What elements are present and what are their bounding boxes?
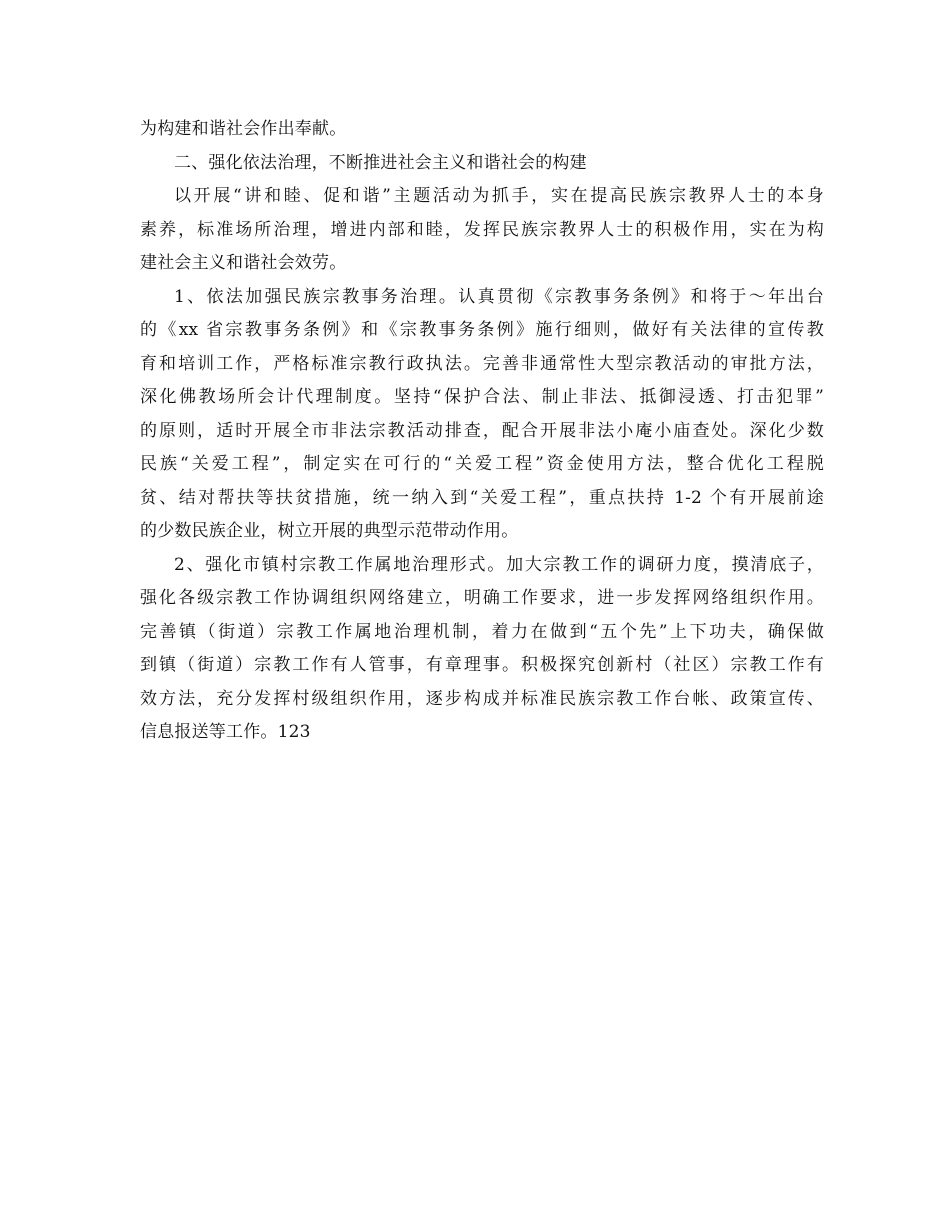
text-line: 信息报送等工作。123 xyxy=(140,722,311,742)
text-line: 贫、结对帮扶等扶贫措施，统一纳入到“关爱工程”，重点扶持 1-2 个有开展前途 xyxy=(140,487,824,508)
text-line: 的《xx 省宗教事务条例》和《宗教事务条例》施行细则，做好有关法律的宣传教 xyxy=(140,320,824,340)
text-line: 强化各级宗教工作协调组织网络建立，明确工作要求，进一步发挥网络组织作用。 xyxy=(140,588,824,608)
text-line: 为构建和谐社会作出奉献。 xyxy=(140,119,347,139)
text-line: 完善镇（街道）宗教工作属地治理机制，着力在做到“五个先”上下功夫，确保做 xyxy=(140,621,824,642)
text-line: 建社会主义和谐社会效劳。 xyxy=(140,253,347,273)
text-line: 深化佛教场所会计代理制度。坚持“保护合法、制止非法、抵御浸透、打击犯罪” xyxy=(140,387,824,407)
text-line: 育和培训工作，严格标准宗教行政执法。完善非通常性大型宗教活动的审批方法， xyxy=(140,353,824,374)
text-line: 的少数民族企业，树立开展的典型示范带动作用。 xyxy=(140,521,519,541)
document-body xyxy=(140,113,824,750)
text-line: 民族“关爱工程”，制定实在可行的“关爱工程”资金使用方法，整合优化工程脱 xyxy=(140,454,824,474)
text-line: 1、依法加强民族宗教事务治理。认真贯彻《宗教事务条例》和将于～年出台 xyxy=(174,286,824,307)
text-line: 到镇（街道）宗教工作有人管事，有章理事。积极探究创新村（社区）宗教工作有 xyxy=(140,655,824,675)
text-line: 的原则，适时开展全市非法宗教活动排查，配合开展非法小庵小庙查处。深化少数 xyxy=(140,420,824,441)
text-line: 2、强化市镇村宗教工作属地治理形式。加大宗教工作的调研力度，摸清底子， xyxy=(174,554,824,575)
text-line: 素养，标准场所治理，增进内部和睦，发挥民族宗教界人士的积极作用，实在为构 xyxy=(140,219,824,240)
text-line: 以开展“讲和睦、促和谐”主题活动为抓手，实在提高民族宗教界人士的本身 xyxy=(174,186,824,206)
section-heading: 二、强化依法治理，不断推进社会主义和谐社会的构建 xyxy=(174,152,587,173)
text-line: 效方法，充分发挥村级组织作用，逐步构成并标准民族宗教工作台帐、政策宣传、 xyxy=(140,688,824,709)
